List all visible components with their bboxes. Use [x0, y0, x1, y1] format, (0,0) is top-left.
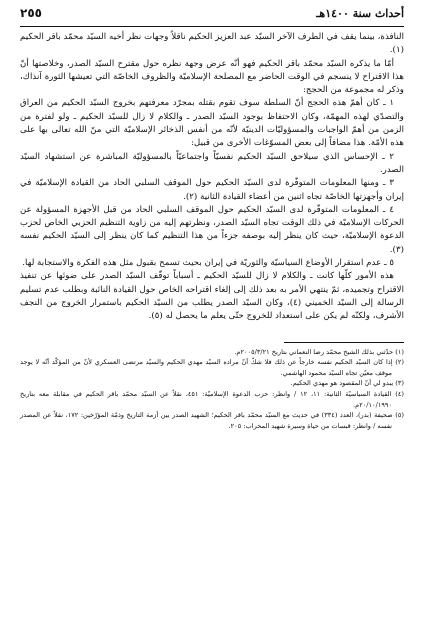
- footnote: (٢) إذا كان السيّد الحكيم نفسه خارجاً عن ذلك فلا شكّ أنّ مراده السيّد مهدي الحكيم والسيّد مرتضى العسكري لأنّ من المؤكّد أنّه لا يوجد موقف معيّن تجاه السيّد محمود الهاشمي.: [20, 358, 404, 377]
- paragraph: ٥ ـ عدم استقرار الأوضاع السياسيّة والثوريّة في إيران بحيث تسمح بقبول مثل هذه الفكرة والاستجابة لها.: [22, 258, 394, 269]
- paragraph: هذه الأمور كلّها كانت ـ والكلام لا زال للسيّد الحكيم ـ أسباباً توقّف السيّد الصدر على ضوئها عن تنفيذ الاقتراح وتجميده، ثمّ ينتهي الأمر به بعد ذلك إلى إلغاء اقتراحه الخاص حول القيادة النائبة وبطلب عدم تسليم الرسالة إلى السيّد الخميني (٤)، وكان السيّد الصدر يطلب من السيّد الحكيم باستمرار الخروج من النجف الأشرف، ولكنّه لم يكن على استعداد للخروج حتّى يعلم ما يحصل له (٥).: [20, 271, 404, 322]
- page-number: ٢٥٥: [20, 6, 42, 20]
- paragraph: ٢ ـ الإحساس الذي سيلاحق السيّد الحكيم نفسيّاً واجتماعيّاً بالمسؤوليّة المباشرة عن استشهاد السيّد الصدر.: [20, 151, 404, 175]
- paragraph: ٤ ـ المعلومات المتوفّرة لدى السيّد الحكيم حول الموقف السلبي الحاد من قبل الأجهزة المسؤولة عن الحركات الإسلاميّة في ذلك الوقت تجاه السيّد الصدر، ونظرتهم إليه من زاوية التنظيم الحزبي الخاص لحزب الدعوة الإسلاميّة، حيث كان ينظر إليه بوصفه جزءاً من هذا التنظيم كما كان ينظر إلى السيّد الحكيم نفسه (٣).: [20, 204, 404, 255]
- footnotes: [20, 347, 404, 432]
- footnote: (٤) القيادة السياسيّة الثانية: ١١، ١٢ / وانظر: حزب الدعوة الإسلاميّة: ٤٥١، نقلاً عن السيّد محمّد باقر الحكيم في مقابلة معه بتاريخ ٢٠/١٠/١٩٩٠م.: [20, 389, 404, 409]
- paragraph: النافذة، بينما يقف في الطرف الآخر السيّد عبد العزيز الحكيم ناقلاً وجهات نظر أخيه السيّد محمّد باقر الحكيم (١).: [20, 32, 404, 56]
- paragraph: ١ ـ كان أهمّ هذه الحجج أنّ السلطة سوف تقوم بقتله بمجرّد معرفتهم بخروج السيّد الحكيم من العراق والتصدّي لهذه المهمّة، وكان الاحتفاظ بوجود السيّد الصدر ـ والكلام لا زال للسيّد الحكيم ـ ولو لفترة من الزمن من أهمّ الواجبات والمسؤوليّات الدينيّة لأنّه من أنفس الذخائر الإسلاميّة التي منّ الله تعالى بها على هذه الأمّة. هذا مضافاً إلى بعض المسوّغات الأخرى من قبيل:: [20, 98, 404, 149]
- paragraph: أمّا ما يذكره السيّد محمّد باقر الحكيم فهو أنّه عرض وجهة نظره حول مقترح السيّد الصدر، وخلاصتها أنّ هذا الاقتراح لا ينسجم في الوقت الحاضر مع المصلحة الإسلاميّة والظروف الخاصّة التي تعيشها الثورة آنذاك، وذكر له مجموعة من الحجج:: [20, 58, 404, 96]
- running-head: أحداث سنة ١٤٠٠هـ: [316, 7, 404, 20]
- paragraph: ٣ ـ ومنها المعلومات المتوفّرة لدى السيّد الحكيم حول الموقف السلبي الحاد من القيادة الإسلاميّة في إيران وأجهزتها الخاصّة تجاه اثنين من أعضاء القيادة الثانية (٢).: [20, 178, 404, 202]
- body-text: [20, 31, 404, 324]
- page-header: [20, 6, 404, 27]
- footnote-divider: [284, 342, 404, 343]
- footnote: (٥) صحيفة (بدر)، العدد (٣٣٤) في حديث مع السيّد محمّد باقر الحكيم؛ الشهيد الصدر بين أزمة التاريخ وذمّة المؤرّخين: ١٧٢، نقلاً عن المصدر نفسه / وانظر: قبسات من حياة وسيرة شهيد المحراب: ٢٠٥.: [20, 411, 404, 430]
- footnote: (١) حدّثني بذلك الشيخ محمّد رضا النعماني بتاريخ ٢٠٠٥/٣/٢١م.: [234, 347, 404, 356]
- footnote: (٣) يبدو لي أنّ المقصود هو مهدي الحكيم.: [290, 379, 404, 388]
